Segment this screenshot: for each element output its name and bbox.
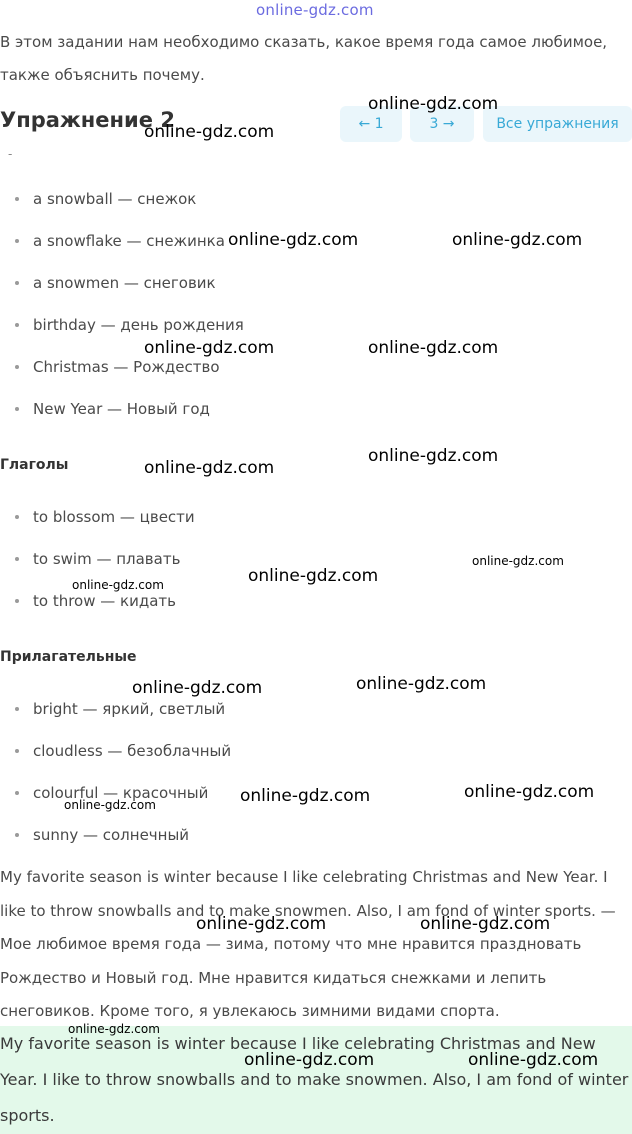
watermark: online-gdz.com	[356, 674, 487, 694]
watermark: online-gdz.com	[452, 230, 583, 250]
watermark: online-gdz.com	[240, 786, 371, 806]
list-item: bright — яркий, светлый	[0, 688, 231, 730]
watermark: online-gdz.com	[144, 122, 275, 142]
watermark: online-gdz.com	[144, 338, 275, 358]
verbs-heading: Глаголы	[0, 457, 69, 473]
list-item: sunny — солнечный	[0, 814, 231, 856]
watermark: online-gdz.com	[468, 1050, 599, 1070]
watermark: online-gdz.com	[368, 94, 499, 114]
list-item: colourful — красочный	[0, 772, 231, 814]
list-item: a snowball — снежок	[0, 178, 244, 220]
list-item: a snowflake — снежинка	[0, 220, 244, 262]
next-exercise-button[interactable]: 3 →	[410, 106, 474, 142]
answer-text: My favorite season is winter because I like celebrating Christmas and New Year. I like to throw snowballs and to make snowmen. Also, I am fond of winter sports.	[0, 1034, 629, 1125]
watermark: online-gdz.com	[472, 554, 564, 568]
intro-text: В этом задании нам необходимо сказать, какое время года самое любимое, также объяснить почему.	[0, 33, 608, 84]
watermark: online-gdz.com	[368, 338, 499, 358]
list-item: cloudless — безоблачный	[0, 730, 231, 772]
verbs-list	[0, 496, 195, 622]
watermark: online-gdz.com	[464, 782, 595, 802]
list-item: to swim — плавать	[0, 538, 195, 580]
watermark: online-gdz.com	[68, 1022, 160, 1036]
nouns-list	[0, 178, 244, 430]
adjectives-heading: Прилагательные	[0, 649, 137, 665]
watermark: online-gdz.com	[248, 566, 379, 586]
answer-box	[0, 1026, 632, 1134]
site-watermark-top: online-gdz.com	[256, 1, 374, 19]
exercise-title: Упражнение 2	[0, 108, 175, 132]
watermark: online-gdz.com	[420, 914, 551, 934]
list-item: to blossom — цвести	[0, 496, 195, 538]
list-item: to throw — кидать	[0, 580, 195, 622]
watermark: online-gdz.com	[72, 578, 164, 592]
translation-paragraph: My favorite season is winter because I like celebrating Christmas and New Year. I like to throw snowballs and to make snowmen. Also, I am fond of winter sports. — Мое любимое время года — зима, потому что мне нравится праздновать Рождество и Новый год. Мне нравится кидаться снежками и лепить снеговиков. Кроме того, я увлекаюсь зимними видами спорта.	[0, 868, 616, 1020]
list-item: Christmas — Рождество	[0, 346, 244, 388]
watermark: online-gdz.com	[368, 446, 499, 466]
watermark: online-gdz.com	[228, 230, 359, 250]
watermark: online-gdz.com	[64, 798, 156, 812]
list-item: birthday — день рождения	[0, 304, 244, 346]
watermark: online-gdz.com	[196, 914, 327, 934]
list-item: New Year — Новый год	[0, 388, 244, 430]
list-item: a snowmen — снеговик	[0, 262, 244, 304]
watermark: online-gdz.com	[244, 1050, 375, 1070]
prev-exercise-button[interactable]: ← 1	[340, 106, 402, 142]
all-exercises-button[interactable]: Все упражнения	[483, 106, 632, 142]
adjectives-list	[0, 688, 231, 856]
separator-dash: -	[8, 147, 13, 161]
watermark: online-gdz.com	[144, 458, 275, 478]
watermark: online-gdz.com	[132, 678, 263, 698]
